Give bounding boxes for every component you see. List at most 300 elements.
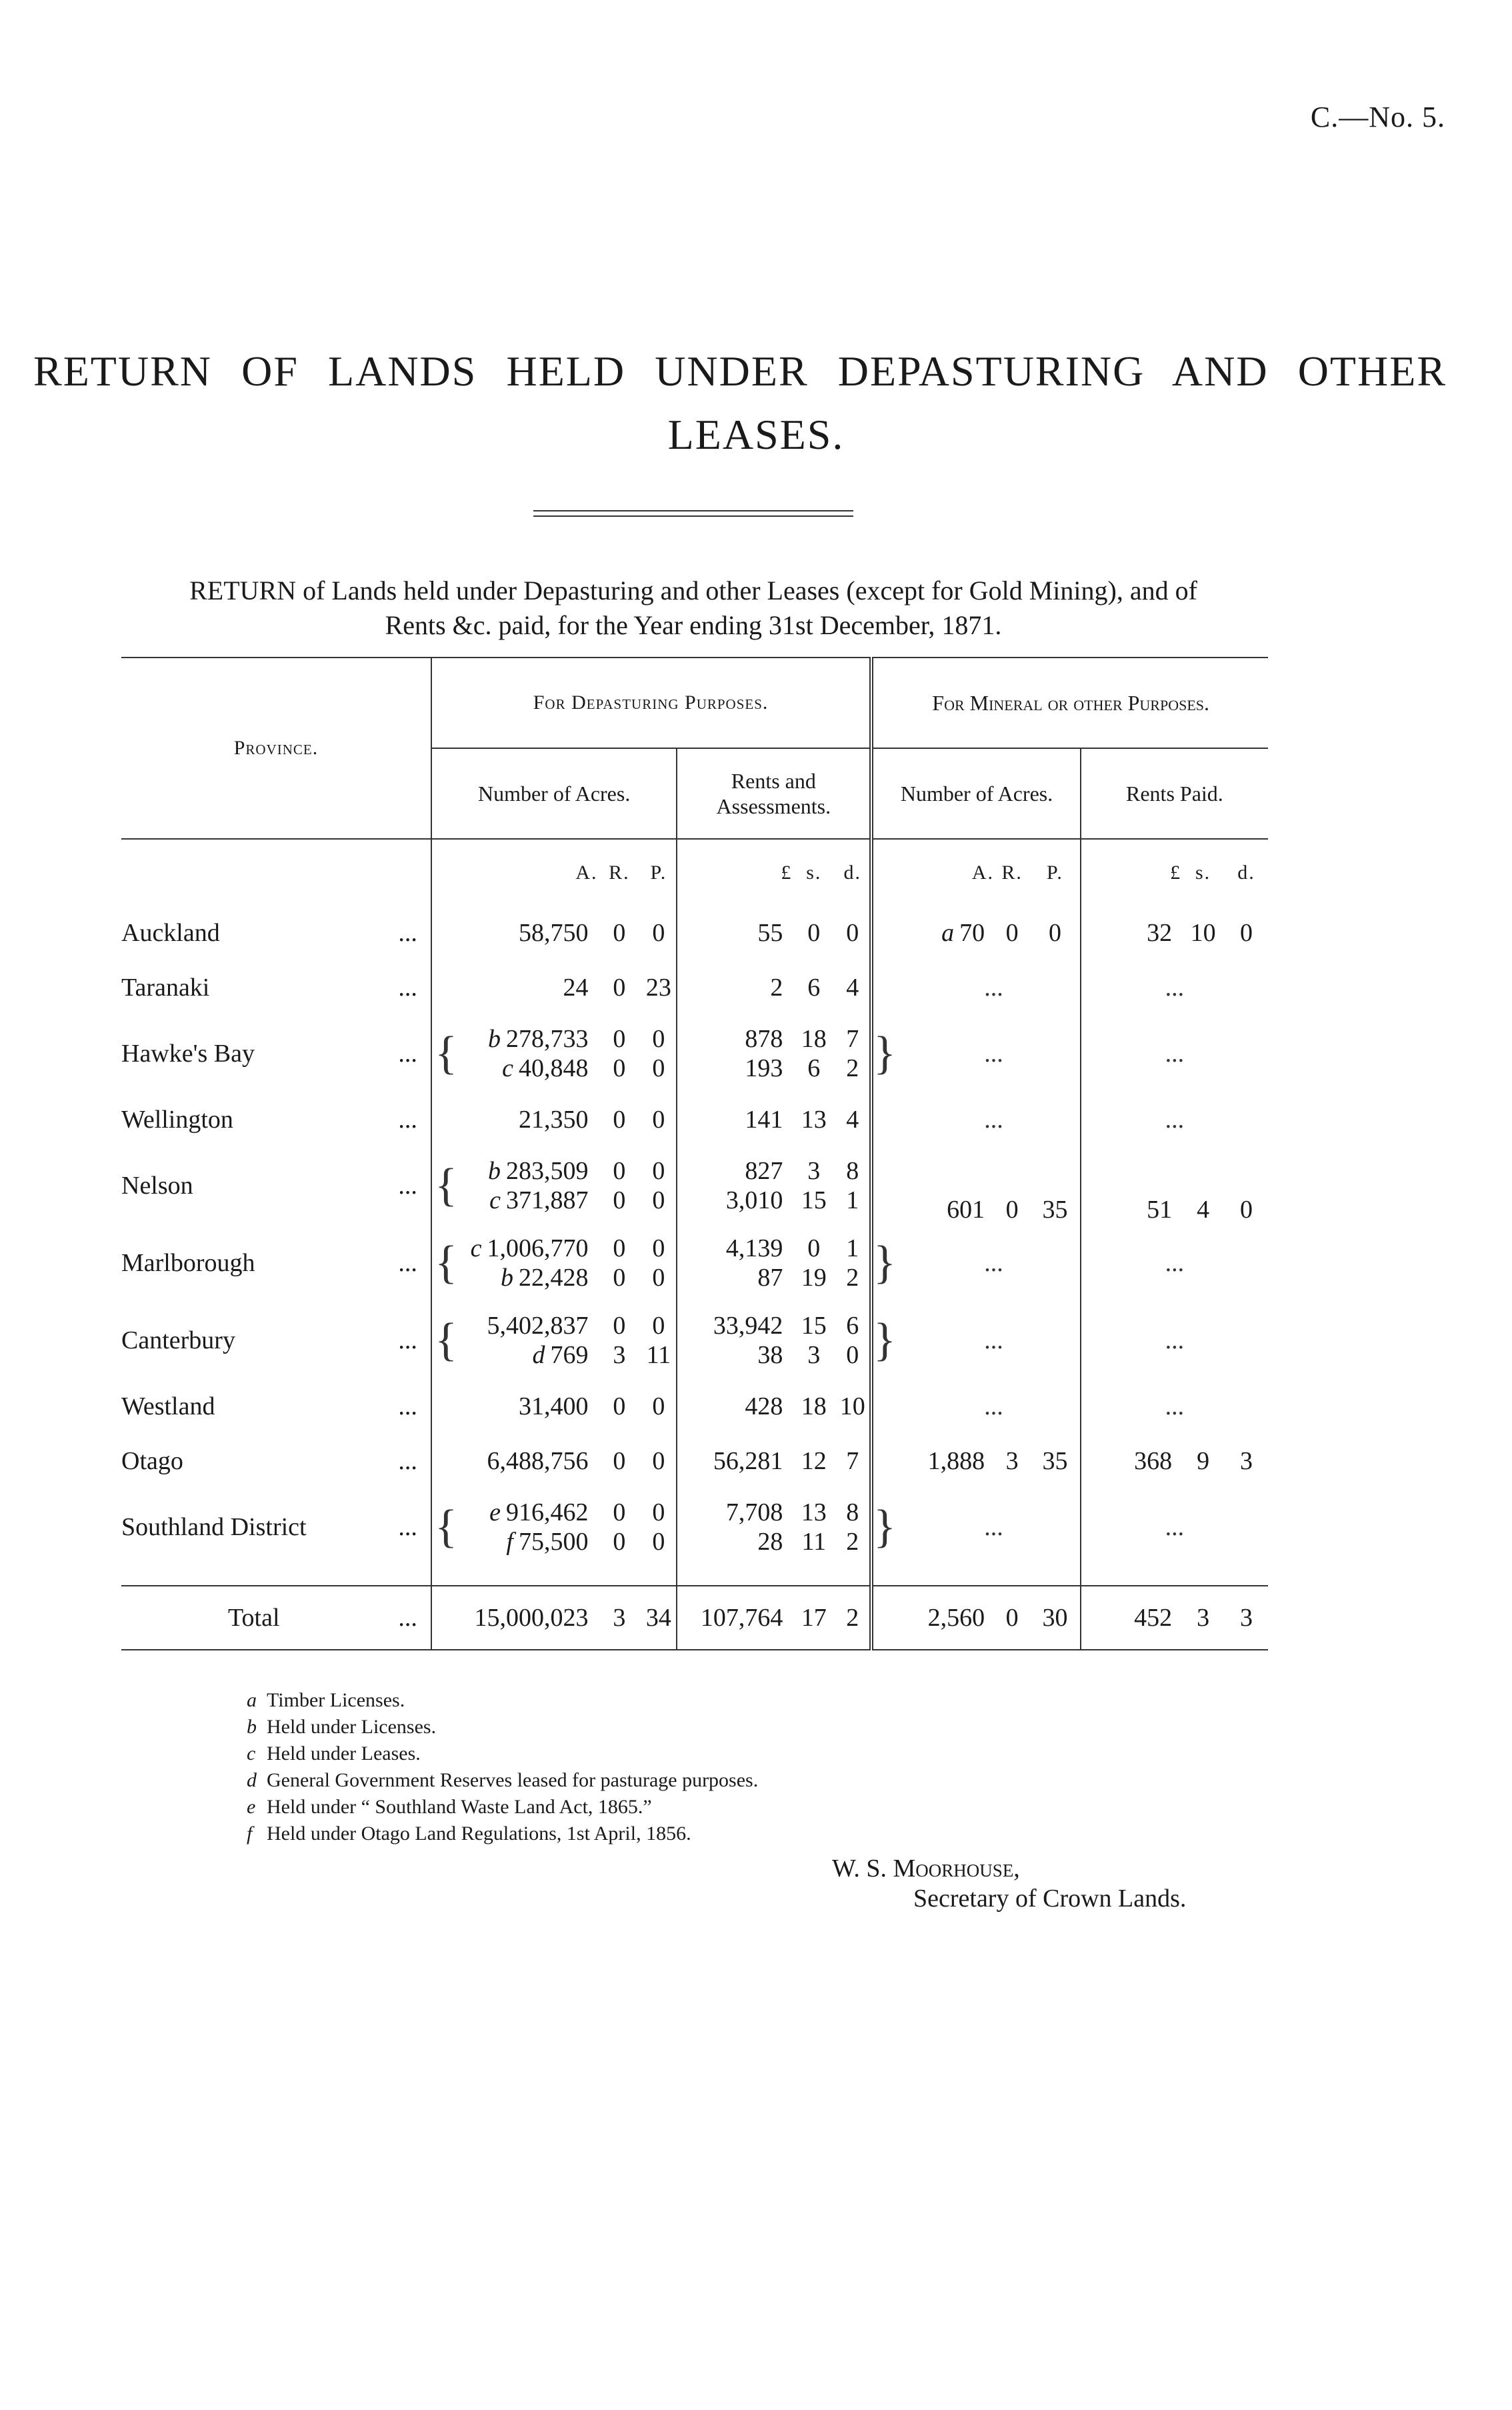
- rents-d: 7: [846, 1447, 859, 1475]
- table-row: [121, 1224, 1268, 1302]
- rents-d: 1: [846, 1186, 859, 1214]
- rents-d-cell: [835, 1379, 871, 1434]
- rents-d-cell: [835, 906, 871, 960]
- left-brace: {: [435, 1160, 457, 1211]
- acres-r-cell: [597, 1015, 641, 1092]
- acres-a: 916,462: [505, 1498, 589, 1526]
- m-rents-l: 368: [1081, 1434, 1181, 1488]
- m-acres-empty: ...: [984, 1392, 1003, 1420]
- leader-dots: ...: [398, 1604, 417, 1632]
- rents-d: 7: [846, 1025, 859, 1053]
- acres-a: 58,750: [518, 919, 589, 947]
- acres-p: 23: [645, 974, 671, 1002]
- rents-s: 0: [807, 919, 821, 947]
- rents-l: 56,281: [713, 1447, 783, 1475]
- rents-s-cell: [792, 1147, 835, 1224]
- acres-a: 1,006,770: [487, 1234, 589, 1262]
- province-name: Southland District: [121, 1513, 307, 1541]
- total-rents-d: 2: [846, 1604, 859, 1632]
- table-row: [121, 1092, 1268, 1147]
- acres-p-cell: [641, 1147, 677, 1224]
- acres-a: 769: [550, 1341, 589, 1369]
- rents-d-cell: [835, 1302, 871, 1379]
- table-row: [121, 1379, 1268, 1434]
- province-cell: [121, 960, 431, 1015]
- acres-a-cell: [460, 906, 597, 960]
- total-acres-p: 34: [645, 1604, 671, 1632]
- acres-a: 22,428: [518, 1264, 589, 1292]
- m-acres-r: 0: [1005, 919, 1019, 947]
- acres-p: 0: [652, 1528, 665, 1556]
- province-name: Auckland: [121, 919, 220, 947]
- title-rule-bottom: [533, 515, 853, 517]
- acres-r: 0: [613, 1234, 626, 1262]
- acres-r-cell: [597, 1224, 641, 1302]
- rents-d: 2: [846, 1528, 859, 1556]
- table-row: [121, 1015, 1268, 1092]
- table-row: [121, 1434, 1268, 1488]
- province-name: Canterbury: [121, 1326, 235, 1354]
- rents-s-cell: [792, 960, 835, 1015]
- rents-d-cell: [835, 1147, 871, 1224]
- footnotes: [247, 1687, 758, 1847]
- brace-cell: [871, 1092, 907, 1147]
- rents-header: Rents and Assessments.: [677, 748, 871, 839]
- rents-d: 1: [846, 1234, 859, 1262]
- m-acres-empty: ...: [984, 1106, 1003, 1134]
- m-acres-a: 70: [959, 919, 985, 947]
- brace-cell: [871, 1302, 907, 1379]
- acres-p: 0: [652, 1447, 665, 1475]
- m-acres-a: 601: [947, 1196, 985, 1224]
- acres-p: 0: [652, 1106, 665, 1134]
- province-name: Marlborough: [121, 1249, 255, 1277]
- spacer-row: [121, 1566, 1268, 1586]
- rents-l: 827: [745, 1157, 783, 1185]
- rents-s: 11: [801, 1528, 827, 1556]
- rents-s: 12: [801, 1447, 827, 1475]
- m-rents-empty: ...: [1081, 1302, 1268, 1379]
- m-rents-empty: ...: [1081, 1015, 1268, 1092]
- rents-d: 4: [846, 1106, 859, 1134]
- table-row: [121, 906, 1268, 960]
- footnote-ref: a: [941, 919, 955, 947]
- rents-d-cell: [835, 1434, 871, 1488]
- m-acres-r: 3: [1005, 1447, 1019, 1475]
- leader-dots: ...: [398, 974, 417, 1002]
- rents-d: 0: [846, 1341, 859, 1369]
- rents-s: 15: [801, 1312, 827, 1340]
- m-rents-d: 0: [1240, 919, 1253, 947]
- rents-d: 10: [839, 1392, 865, 1420]
- unit-shillings: s.: [806, 861, 822, 884]
- rents-l: 28: [757, 1528, 783, 1556]
- m-acres-a: 1,888: [927, 1447, 985, 1475]
- province-cell: [121, 1434, 431, 1488]
- rents-d: 2: [846, 1264, 859, 1292]
- rents-s: 0: [807, 1234, 821, 1262]
- rents-s: 3: [807, 1157, 821, 1185]
- rents-d: 0: [846, 919, 859, 947]
- acres-r: 0: [613, 1312, 626, 1340]
- leader-dots: ...: [398, 1172, 417, 1200]
- province-cell: [121, 1147, 431, 1224]
- rents-s: 13: [801, 1498, 827, 1526]
- page-title-continued: LEASES.: [667, 411, 845, 458]
- rents-l: 7,708: [725, 1498, 783, 1526]
- province-name: Nelson: [121, 1172, 193, 1200]
- province-cell: [121, 906, 431, 960]
- acres-r-cell: [597, 960, 641, 1015]
- left-brace: {: [435, 1501, 457, 1552]
- footnote-text: Held under Otago Land Regulations, 1st April, 1856.: [267, 1823, 691, 1845]
- left-brace: {: [435, 1028, 457, 1079]
- brace-cell: [871, 1224, 907, 1302]
- acres-r: 0: [613, 1186, 626, 1214]
- mineral-acres-header: Number of Acres.: [871, 748, 1081, 839]
- rents-s: 6: [807, 974, 821, 1002]
- rents-l: 87: [757, 1264, 783, 1292]
- rents-l-cell: [677, 960, 792, 1015]
- unit-acres: A.: [575, 861, 598, 884]
- total-label-cell: [121, 1586, 431, 1650]
- m-rents-d: 3: [1240, 1447, 1253, 1475]
- rents-s: 3: [807, 1341, 821, 1369]
- m-rents-empty: ...: [1081, 1488, 1268, 1566]
- acres-r: 0: [613, 1264, 626, 1292]
- table-row: [121, 1147, 1268, 1224]
- footnote-key: a: [247, 1689, 257, 1711]
- m-rents-s: 4: [1197, 1196, 1210, 1224]
- m-acres-r: 0: [1005, 1196, 1019, 1224]
- acres-r: 0: [613, 1447, 626, 1475]
- brace-cell: [431, 1379, 460, 1434]
- rents-l: 193: [745, 1054, 783, 1082]
- rents-l: 33,942: [713, 1312, 783, 1340]
- rents-l-cell: [677, 1224, 792, 1302]
- rents-l-cell: [677, 1015, 792, 1092]
- rents-s: 15: [801, 1186, 827, 1214]
- m-rents-empty: ...: [1081, 1379, 1268, 1434]
- acres-p-cell: [641, 960, 677, 1015]
- province-cell: [121, 1488, 431, 1566]
- rents-s: 18: [801, 1392, 827, 1420]
- acres-p-cell: [641, 906, 677, 960]
- acres-r: 0: [613, 1054, 626, 1082]
- m-rents-empty: ...: [1081, 1224, 1268, 1302]
- rents-s-cell: [792, 1434, 835, 1488]
- province-cell: [121, 1302, 431, 1379]
- footnote-key: f: [247, 1823, 253, 1845]
- rents-l-cell: [677, 1147, 792, 1224]
- footnote: [247, 1821, 758, 1847]
- brace-cell: [871, 906, 907, 960]
- left-brace: {: [435, 1237, 457, 1288]
- acres-r: 0: [613, 1157, 626, 1185]
- rents-l: 141: [745, 1106, 783, 1134]
- caption-line-1: RETURN of Lands held under Depasturing and other Leases (except for Gold Mining), and of: [189, 575, 1197, 606]
- brace-cell: [871, 1488, 907, 1566]
- m-rents-l: 51: [1081, 1147, 1181, 1224]
- unit-perches: P.: [650, 861, 667, 884]
- acres-r-cell: [597, 1434, 641, 1488]
- acres-r: 3: [613, 1341, 626, 1369]
- signature-name: W. S. Moorhouse,: [832, 1855, 1020, 1883]
- rents-d: 4: [846, 974, 859, 1002]
- acres-a: 278,733: [505, 1025, 589, 1053]
- leader-dots: ...: [398, 1106, 417, 1134]
- right-brace: }: [873, 1028, 896, 1079]
- total-acres-r: 3: [613, 1604, 626, 1632]
- acres-p: 11: [646, 1341, 671, 1369]
- table-caption: [120, 573, 1267, 643]
- acres-a: 283,509: [505, 1157, 589, 1185]
- rents-s-cell: [792, 1092, 835, 1147]
- m-acres-a-cell: [907, 906, 994, 960]
- m-rents-d: 0: [1240, 1196, 1253, 1224]
- table-header: [121, 658, 1268, 906]
- total-rents-s: 17: [801, 1604, 827, 1632]
- province-header: Province.: [233, 737, 319, 759]
- acres-p: 0: [652, 1264, 665, 1292]
- brace-cell: [431, 1015, 460, 1092]
- brace-cell: [871, 1586, 907, 1650]
- page-title: RETURN OF LANDS HELD UNDER DEPASTURING AND OTHER: [33, 347, 1447, 395]
- m-acres-a-cell: [907, 1147, 994, 1224]
- rents-l: 878: [745, 1025, 783, 1053]
- acres-r: 0: [613, 1392, 626, 1420]
- unit-pounds: £: [677, 839, 792, 906]
- rents-s: 18: [801, 1025, 827, 1053]
- acres-p-cell: [641, 1434, 677, 1488]
- footnote-text: Held under Licenses.: [267, 1716, 437, 1738]
- footnote: [247, 1687, 758, 1714]
- acres-p-cell: [641, 1092, 677, 1147]
- brace-cell: [431, 1434, 460, 1488]
- table-row: [121, 1488, 1268, 1566]
- acres-a: 31,400: [518, 1392, 589, 1420]
- footnote-ref: e: [489, 1498, 501, 1526]
- rents-l-cell: [677, 1434, 792, 1488]
- rents-s: 19: [801, 1264, 827, 1292]
- province-cell: [121, 1015, 431, 1092]
- m-acres-a-cell: [907, 1434, 994, 1488]
- acres-p: 0: [652, 919, 665, 947]
- table-total: [121, 1586, 1268, 1650]
- m-rents-empty: ...: [1081, 960, 1268, 1015]
- acres-p: 0: [652, 1157, 665, 1185]
- acres-r: 0: [613, 919, 626, 947]
- rents-s-cell: [792, 1302, 835, 1379]
- footnote-key: e: [247, 1796, 256, 1818]
- rents-l-cell: [677, 1379, 792, 1434]
- acres-p: 0: [652, 1312, 665, 1340]
- province-name: Westland: [121, 1392, 215, 1420]
- caption-line-2: Rents &c. paid, for the Year ending 31st December, 1871.: [385, 610, 1002, 640]
- rents-d: 6: [846, 1312, 859, 1340]
- unit-roods: R.: [609, 861, 630, 884]
- right-brace: }: [873, 1237, 896, 1288]
- total-row: [121, 1586, 1268, 1650]
- rents-d-cell: [835, 960, 871, 1015]
- rents-s: 13: [801, 1106, 827, 1134]
- unit-m-perches: P.: [1047, 861, 1063, 884]
- leader-dots: ...: [398, 1447, 417, 1475]
- acres-header: Number of Acres.: [431, 748, 677, 839]
- acres-p-cell: [641, 1302, 677, 1379]
- province-cell: [121, 1224, 431, 1302]
- brace-cell: [431, 906, 460, 960]
- acres-p-cell: [641, 1379, 677, 1434]
- brace-cell: [871, 1434, 907, 1488]
- acres-p: 0: [652, 1025, 665, 1053]
- acres-r: 0: [613, 1528, 626, 1556]
- brace-cell: [871, 1015, 907, 1092]
- acres-r-cell: [597, 1092, 641, 1147]
- acres-a-cell: [460, 1147, 597, 1224]
- footnote-text: Timber Licenses.: [267, 1689, 405, 1711]
- total-label: Total: [228, 1604, 280, 1632]
- acres-p: 0: [652, 1498, 665, 1526]
- acres-a-cell: [460, 1302, 597, 1379]
- m-acres-p: 35: [1042, 1196, 1068, 1224]
- rents-l: 38: [757, 1341, 783, 1369]
- rents-l: 3,010: [725, 1186, 783, 1214]
- leader-dots: ...: [398, 919, 417, 947]
- acres-a: 6,488,756: [487, 1447, 589, 1475]
- footnote-key: b: [247, 1716, 257, 1738]
- total-m-acres-r: 0: [1005, 1604, 1019, 1632]
- acres-r: 0: [613, 1025, 626, 1053]
- returns-table: [121, 657, 1268, 1650]
- acres-r-cell: [597, 1302, 641, 1379]
- acres-r-cell: [597, 1379, 641, 1434]
- mineral-header: For Mineral or other Purposes.: [871, 658, 1268, 748]
- brace-cell: [871, 1379, 907, 1434]
- province-name: Wellington: [121, 1106, 233, 1134]
- footnote-ref: b: [487, 1025, 501, 1053]
- rents-l: 55: [757, 919, 783, 947]
- acres-r: 0: [613, 974, 626, 1002]
- acres-r-cell: [597, 1488, 641, 1566]
- acres-r: 0: [613, 1498, 626, 1526]
- signature-title: Secretary of Crown Lands.: [913, 1885, 1187, 1913]
- acres-a: 21,350: [518, 1106, 589, 1134]
- rents-l-cell: [677, 906, 792, 960]
- rents-d-cell: [835, 1488, 871, 1566]
- province-name: Hawke's Bay: [121, 1040, 255, 1068]
- footnote-ref: d: [532, 1341, 545, 1369]
- unit-m-shillings: s.: [1195, 861, 1211, 884]
- acres-p-cell: [641, 1015, 677, 1092]
- left-brace: {: [435, 1314, 457, 1366]
- acres-a: 371,887: [505, 1186, 589, 1214]
- acres-a-cell: [460, 1379, 597, 1434]
- footnote-text: Held under Leases.: [267, 1742, 421, 1764]
- rents-l-cell: [677, 1488, 792, 1566]
- table-row: [121, 1302, 1268, 1379]
- m-acres-empty: ...: [984, 974, 1003, 1002]
- total-m-acres-a: 2,560: [927, 1604, 985, 1632]
- brace-cell: [431, 1092, 460, 1147]
- acres-a: 24: [563, 974, 589, 1002]
- acres-r: 0: [613, 1106, 626, 1134]
- footnote-text: Held under “ Southland Waste Land Act, 1865.”: [267, 1796, 652, 1818]
- document-reference: C.—No. 5.: [1310, 101, 1445, 133]
- acres-p: 0: [652, 1234, 665, 1262]
- footnote-key: d: [247, 1769, 257, 1791]
- total-m-acres-p: 30: [1042, 1604, 1068, 1632]
- rents-d: 8: [846, 1157, 859, 1185]
- rents-l-cell: [677, 1302, 792, 1379]
- footnote: [247, 1794, 758, 1821]
- rents-d: 2: [846, 1054, 859, 1082]
- acres-p-cell: [641, 1488, 677, 1566]
- rents-paid-header: Rents Paid.: [1081, 748, 1268, 839]
- acres-p-cell: [641, 1224, 677, 1302]
- total-m-rents-d: 3: [1240, 1604, 1253, 1632]
- total-m-rents-l: 452: [1081, 1586, 1181, 1650]
- rents-l: 428: [745, 1392, 783, 1420]
- m-rents-s: 10: [1190, 919, 1216, 947]
- table-body: [121, 906, 1268, 1586]
- acres-a-cell: [460, 960, 597, 1015]
- brace-cell: [431, 1147, 460, 1224]
- footnote-ref: c: [489, 1186, 501, 1214]
- unit-pence: d.: [843, 861, 861, 884]
- footnote-ref: c: [470, 1234, 482, 1262]
- acres-a: 5,402,837: [487, 1312, 589, 1340]
- rents-d-cell: [835, 1015, 871, 1092]
- m-acres-empty: ...: [984, 1513, 1003, 1541]
- footnote-ref: b: [487, 1157, 501, 1185]
- footnote-ref: f: [506, 1528, 513, 1556]
- province-name: Otago: [121, 1447, 183, 1475]
- m-acres-empty: ...: [984, 1249, 1003, 1277]
- acres-r-cell: [597, 1147, 641, 1224]
- total-rents-l: 107,764: [677, 1586, 792, 1650]
- acres-p: 0: [652, 1186, 665, 1214]
- m-acres-p: 0: [1048, 919, 1061, 947]
- m-rents-s: 9: [1197, 1447, 1210, 1475]
- footnote-ref: b: [500, 1264, 513, 1292]
- province-cell: [121, 1379, 431, 1434]
- footnote-ref: c: [502, 1054, 513, 1082]
- returns-table-grid: [121, 657, 1268, 1650]
- leader-dots: ...: [398, 1513, 417, 1541]
- unit-m-acres: A.: [971, 861, 995, 884]
- footnote: [247, 1767, 758, 1794]
- brace-cell: [871, 1147, 907, 1224]
- footnote: [247, 1740, 758, 1767]
- leader-dots: ...: [398, 1249, 417, 1277]
- rents-s-cell: [792, 1488, 835, 1566]
- rents-s: 6: [807, 1054, 821, 1082]
- brace-cell: [431, 1488, 460, 1566]
- brace-cell: [431, 1586, 460, 1650]
- province-name: Taranaki: [121, 974, 210, 1002]
- footnote-key: c: [247, 1742, 256, 1764]
- brace-cell: [431, 1302, 460, 1379]
- rents-d-cell: [835, 1092, 871, 1147]
- rents-s-cell: [792, 1379, 835, 1434]
- brace-cell: [871, 960, 907, 1015]
- acres-a-cell: [460, 1092, 597, 1147]
- rents-d-cell: [835, 1224, 871, 1302]
- leader-dots: ...: [398, 1326, 417, 1354]
- rents-l: 4,139: [725, 1234, 783, 1262]
- unit-m-roods: R.: [1001, 861, 1023, 884]
